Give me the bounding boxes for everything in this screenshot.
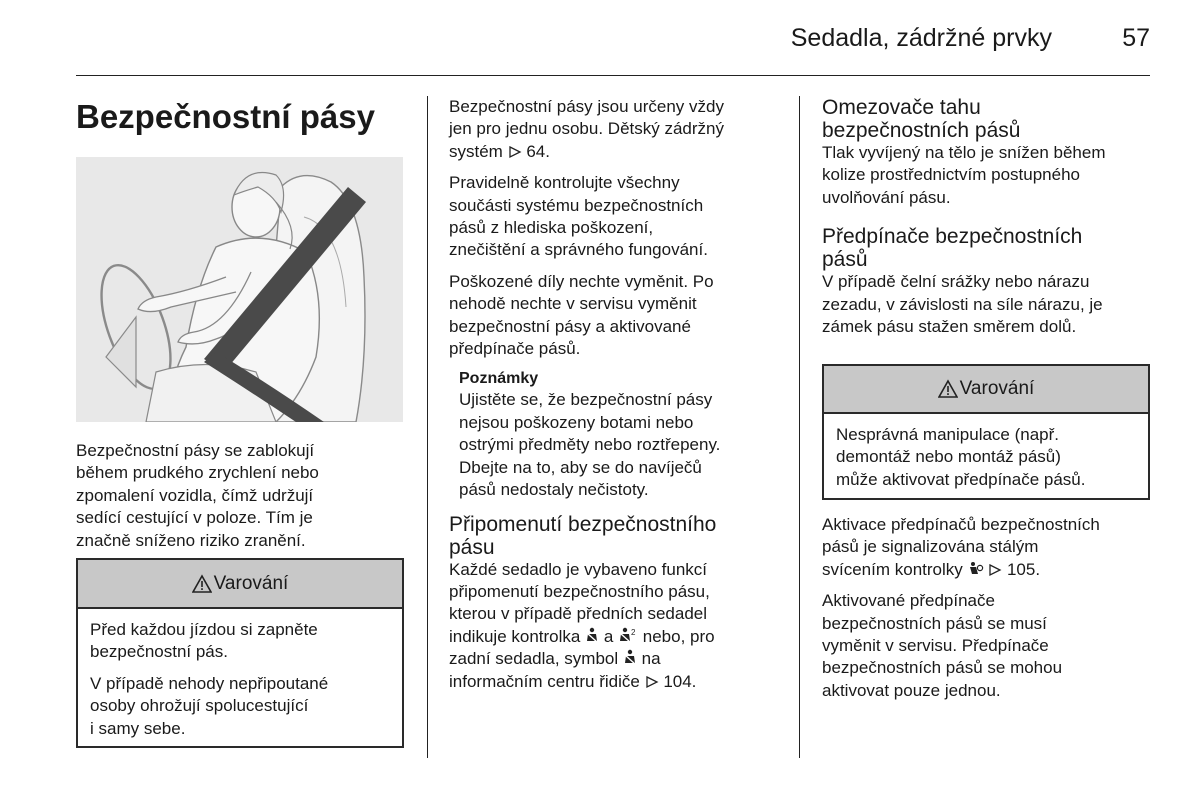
- page-ref: 64.: [526, 141, 550, 161]
- page-ref: 104.: [663, 671, 697, 691]
- text-fragment: indikuje kontrolka: [449, 626, 581, 646]
- text-line: Dbejte na to, aby se do navíječů: [459, 457, 702, 477]
- pretensioner-heading: pásů: [822, 248, 868, 272]
- text-line: Aktivované předpínače: [822, 591, 995, 611]
- text-line: připomenutí bezpečnostního pásu,: [449, 581, 710, 601]
- text-line: aktivovat pouze jednou.: [822, 680, 1001, 700]
- text-fragment: systém: [449, 141, 503, 161]
- intro-text: [76, 440, 404, 552]
- pretensioner-activation-text: [822, 514, 1150, 702]
- column-divider: [799, 96, 800, 758]
- text-line: osoby ohrožují spolucestující: [90, 696, 309, 716]
- header-rule: [76, 75, 1150, 76]
- warning-title: Varování: [959, 378, 1035, 399]
- text-line: Ujistěte se, že bezpečnostní pásy: [459, 390, 713, 410]
- seatbelt-illustration: [76, 157, 403, 422]
- text-line: zámek pásu stažen směrem dolů.: [822, 317, 1077, 337]
- text-fragment: na: [641, 649, 661, 669]
- reminder-heading: pásu: [449, 535, 495, 559]
- warning-box: [76, 558, 404, 748]
- text-line: Bezpečnostní pásy jsou určeny vždy: [449, 97, 724, 116]
- text-line: bezpečnostní pás.: [90, 642, 228, 662]
- column-1: [76, 96, 404, 136]
- text-line: [449, 141, 779, 163]
- section-title: Sedadla, zádržné prvky: [790, 24, 1052, 52]
- text-line: předpínače pásů.: [449, 339, 581, 359]
- text-line: Tlak vyvíjený na tělo je snížen během: [822, 143, 1106, 162]
- text-line: i samy sebe.: [90, 718, 186, 738]
- note-label: Poznámky: [459, 370, 539, 388]
- text-line: zpomalení vozidla, čímž udržují: [76, 485, 314, 505]
- text-line: Poškozené díly nechte vyměnit. Po: [449, 271, 714, 291]
- warning-box: [822, 364, 1150, 500]
- warning-header: [824, 366, 1148, 414]
- text-line: může aktivovat předpínače pásů.: [836, 469, 1086, 489]
- text-line: pásů z hlediska poškození,: [449, 218, 654, 238]
- pretensioner-heading: Předpínače bezpečnostních: [822, 225, 1083, 249]
- passenger-seatbelt-icon: [618, 627, 638, 644]
- text-line: Nesprávná manipulace (např.: [836, 425, 1060, 444]
- text-line: pásů nedostaly nečistoty.: [459, 480, 649, 500]
- warning-body: [78, 609, 402, 748]
- warning-title: Varování: [213, 572, 289, 594]
- text-line: kterou v případě předních sedadel: [449, 604, 708, 624]
- limiter-heading: Omezovače tahu: [822, 96, 981, 119]
- text-fragment: svícením kontrolky: [822, 559, 963, 579]
- text-line: sedící cestující v poloze. Tím je: [76, 508, 313, 528]
- text-line: zezadu, v závislosti na síle nárazu, je: [822, 294, 1103, 314]
- page-number: 57: [1122, 24, 1150, 52]
- warning-body: [824, 414, 1148, 499]
- text-line: Aktivace předpínačů bezpečnostních: [822, 515, 1100, 534]
- text-line: [822, 559, 1150, 581]
- column-divider: [427, 96, 428, 758]
- svg-text:2: 2: [631, 627, 636, 637]
- warning-triangle-icon: [192, 574, 212, 594]
- text-line: V případě nehody nepřipoutané: [90, 673, 329, 693]
- text-line: Před každou jízdou si zapněte: [90, 620, 318, 639]
- text-line: bezpečnostních pásů se musí: [822, 613, 1047, 633]
- text-fragment: informačním centru řidiče: [449, 671, 640, 691]
- text-line: nehodě nechte v servisu vyměnit: [449, 294, 697, 314]
- text-fragment: zadní sedadla, symbol: [449, 649, 619, 669]
- column-2: [449, 96, 779, 693]
- page-ref: 105.: [1006, 559, 1041, 579]
- page-ref-arrow-icon: [508, 145, 522, 159]
- seatbelt-reminder-icon: [585, 627, 599, 644]
- text-line: [449, 648, 779, 670]
- text-line: jen pro jednu osobu. Dětský zádržný: [449, 119, 724, 139]
- column-3: [822, 96, 1150, 338]
- text-line: znečištění a správného fungování.: [449, 240, 708, 260]
- reminder-heading: Připomenutí bezpečnostního: [449, 512, 717, 536]
- text-line: značně sníženo riziko zranění.: [76, 530, 306, 550]
- limiter-heading: bezpečnostních pásů: [822, 119, 1021, 142]
- text-line: pásů je signalizována stálým: [822, 537, 1039, 557]
- text-line: Každé sedadlo je vybaveno funkcí: [449, 559, 708, 579]
- text-line: nejsou poškozeny botami nebo: [459, 412, 694, 432]
- text-line: demontáž nebo montáž pásů): [836, 447, 1061, 467]
- airbag-warning-icon: [968, 561, 984, 577]
- page-header: [76, 22, 1150, 62]
- text-line: [449, 671, 779, 693]
- text-line: [449, 626, 779, 648]
- main-heading: Bezpečnostní pásy: [76, 98, 375, 135]
- seatbelt-illustration-drawing: [76, 157, 403, 422]
- text-line: vyměnit v servisu. Předpínače: [822, 636, 1049, 656]
- warning-triangle-icon: [938, 379, 958, 399]
- text-line: součásti systému bezpečnostních: [449, 195, 704, 215]
- text-line: bezpečnostních pásů se mohou: [822, 658, 1063, 678]
- text-line: ostrými předměty nebo roztřepeny.: [459, 435, 721, 455]
- text-line: Pravidelně kontrolujte všechny: [449, 173, 680, 193]
- text-line: kolize prostřednictvím postupného: [822, 165, 1080, 185]
- text-line: během prudkého zrychlení nebo: [76, 463, 319, 483]
- page-ref-arrow-icon: [645, 675, 659, 689]
- text-fragment: a: [603, 626, 614, 646]
- text-line: Bezpečnostní pásy se zablokují: [76, 441, 315, 460]
- note-block: [449, 368, 779, 501]
- page-ref-arrow-icon: [988, 563, 1002, 577]
- rear-seatbelt-icon: [623, 649, 637, 666]
- text-line: bezpečnostní pásy a aktivované: [449, 316, 691, 336]
- text-line: uvolňování pásu.: [822, 187, 951, 207]
- text-fragment: nebo, pro: [642, 626, 715, 646]
- text-line: V případě čelní srážky nebo nárazu: [822, 272, 1090, 292]
- warning-header: [78, 560, 402, 609]
